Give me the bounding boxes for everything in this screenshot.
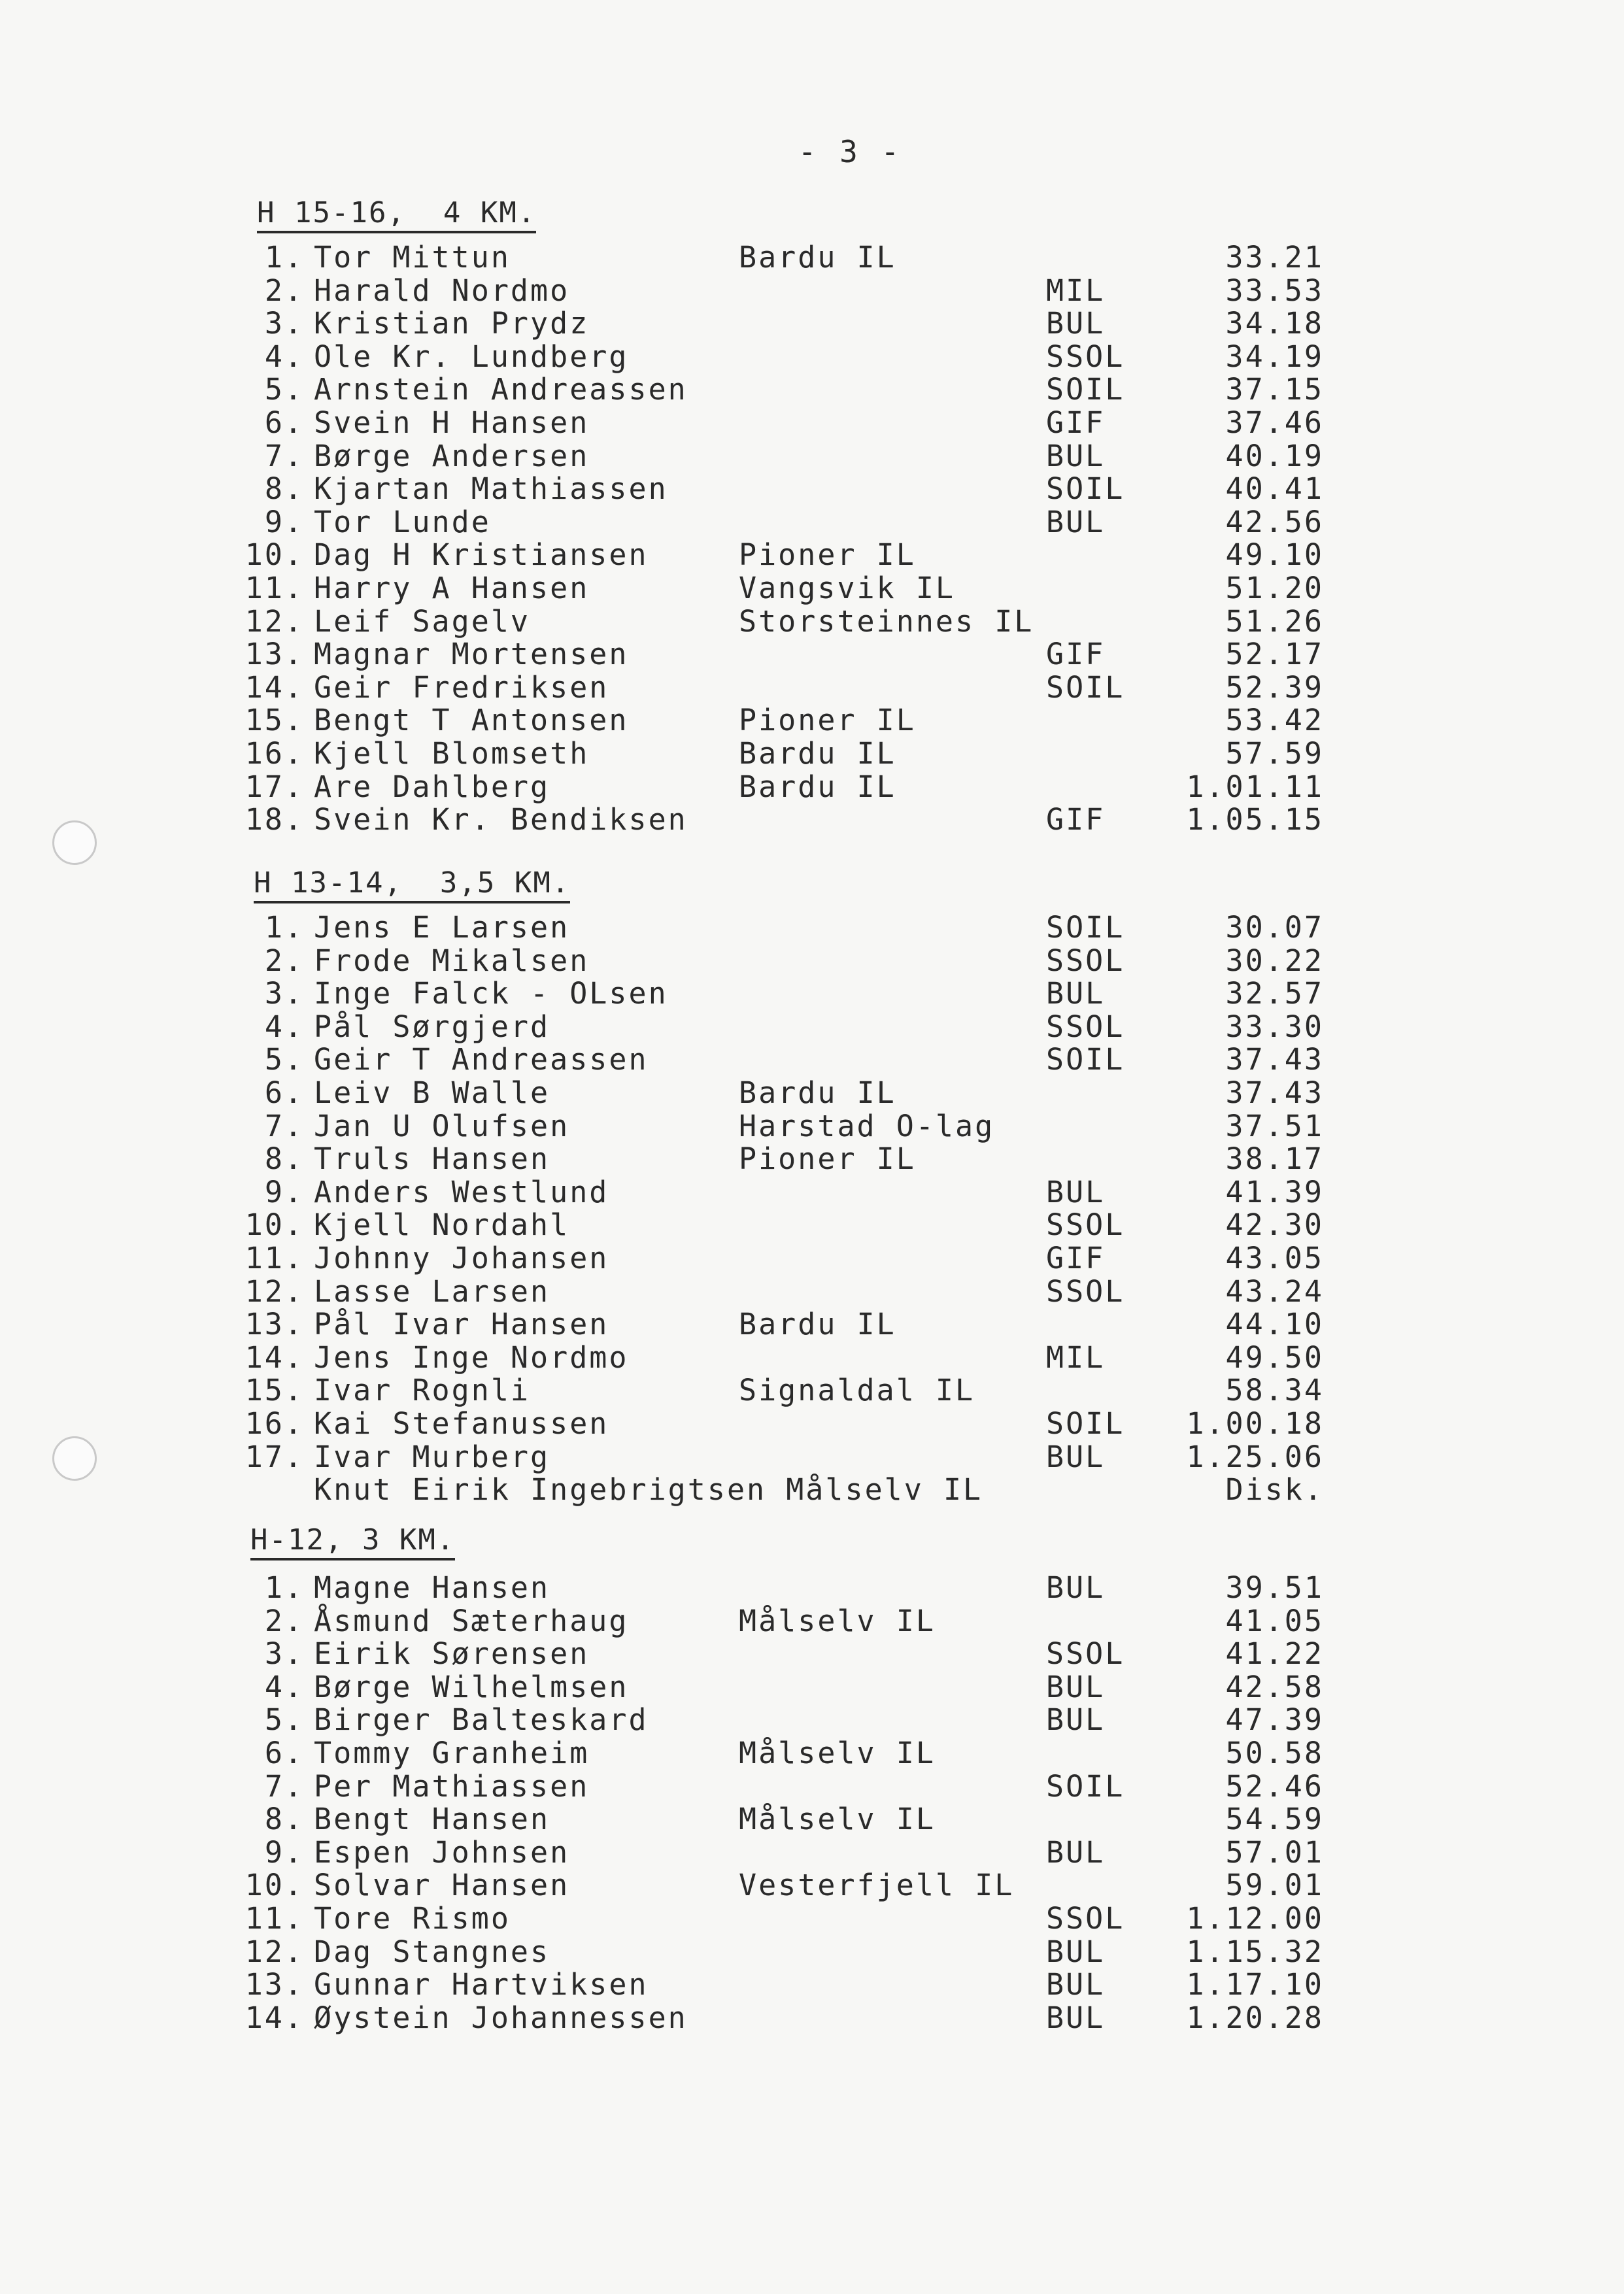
athlete-name: Ivar Murberg: [314, 1439, 550, 1474]
team-code: SOIL: [1046, 1406, 1125, 1441]
team-code: SOIL: [1046, 1042, 1125, 1077]
finish-time: 52.39: [1225, 669, 1324, 705]
team-code: GIF: [1046, 405, 1106, 440]
result-row: [0, 307, 1624, 340]
result-row: [0, 911, 1624, 944]
result-row: [0, 671, 1624, 704]
finish-time: 52.46: [1225, 1768, 1324, 1804]
athlete-name: Kai Stefanussen: [314, 1406, 609, 1441]
result-row: [0, 737, 1624, 770]
result-row: [0, 1374, 1624, 1407]
team-code: GIF: [1046, 1241, 1106, 1275]
place-number: 9.: [264, 1834, 304, 1870]
finish-time: 54.59: [1225, 1802, 1324, 1837]
team-code: SSOL: [1046, 1274, 1125, 1309]
finish-time: 41.05: [1225, 1603, 1324, 1638]
team-code: BUL: [1046, 2000, 1106, 2035]
finish-time: 1.05.15: [1186, 802, 1324, 837]
place-number: 1.: [264, 240, 304, 275]
finish-time: 30.07: [1225, 910, 1324, 945]
finish-time: 49.50: [1225, 1340, 1324, 1375]
athlete-name: Birger Balteskard: [314, 1702, 649, 1738]
place-number: 8.: [264, 1802, 304, 1837]
team-code: SOIL: [1046, 1768, 1125, 1804]
athlete-name: Leif Sagelv: [314, 603, 531, 639]
result-row: [0, 1407, 1624, 1440]
place-number: 11.: [245, 1901, 304, 1936]
club-name: Bardu IL: [739, 240, 896, 275]
result-row: [0, 944, 1624, 977]
result-row: [0, 1307, 1624, 1341]
place-number: 15.: [245, 703, 304, 738]
team-code: BUL: [1046, 1967, 1106, 2002]
club-name: Pioner IL: [739, 703, 916, 738]
athlete-name: Kjell Blomseth: [314, 736, 590, 771]
athlete-name: Jens Inge Nordmo: [314, 1340, 629, 1375]
team-code: GIF: [1046, 637, 1106, 672]
place-number: 3.: [264, 976, 304, 1011]
finish-time: 57.01: [1225, 1834, 1324, 1870]
finish-time: 44.10: [1225, 1307, 1324, 1342]
finish-time: 40.41: [1225, 471, 1324, 507]
place-number: 2.: [264, 273, 304, 308]
athlete-name: Bengt T Antonsen: [314, 703, 629, 738]
result-row: [0, 241, 1624, 274]
team-code: MIL: [1046, 1340, 1106, 1375]
finish-time: 39.51: [1225, 1570, 1324, 1605]
finish-time: 1.17.10: [1186, 1967, 1324, 2002]
finish-time: 32.57: [1225, 976, 1324, 1011]
result-row: [0, 977, 1624, 1010]
club-name: Målselv IL: [739, 1736, 936, 1770]
place-number: 12.: [245, 1934, 304, 1969]
athlete-name: Per Mathiassen: [314, 1768, 590, 1804]
finish-time: 51.20: [1225, 571, 1324, 605]
result-row: [0, 340, 1624, 373]
finish-time: 1.15.32: [1186, 1934, 1324, 1969]
athlete-name: Dag H Kristiansen: [314, 537, 649, 573]
team-code: SSOL: [1046, 339, 1125, 374]
result-row: [0, 1836, 1624, 1869]
result-row: [0, 571, 1624, 605]
team-code: BUL: [1046, 1439, 1106, 1474]
finish-time: 33.53: [1225, 273, 1324, 308]
team-code: BUL: [1046, 1702, 1106, 1738]
club-name: Pioner IL: [739, 1141, 916, 1177]
athlete-name: Lasse Larsen: [314, 1274, 550, 1309]
athlete-name: Svein H Hansen: [314, 405, 590, 440]
athlete-name: Inge Falck - OLsen: [314, 976, 668, 1011]
finish-time: 49.10: [1225, 537, 1324, 573]
finish-time: 43.24: [1225, 1274, 1324, 1309]
result-row: [0, 1935, 1624, 1968]
finish-time: Disk.: [1225, 1472, 1324, 1508]
section-heading: H-12, 3 KM.: [250, 1523, 455, 1560]
result-row: [0, 1275, 1624, 1308]
finish-time: 51.26: [1225, 603, 1324, 639]
result-row: [0, 605, 1624, 638]
club-name: Pioner IL: [739, 537, 916, 573]
team-code: SSOL: [1046, 1636, 1125, 1672]
finish-time: 42.56: [1225, 504, 1324, 539]
finish-time: 40.19: [1225, 438, 1324, 473]
result-row: [0, 1770, 1624, 1803]
athlete-name: Øystein Johannessen: [314, 2000, 688, 2035]
club-name: Bardu IL: [739, 1307, 896, 1342]
athlete-name: Kristian Prydz: [314, 306, 590, 341]
team-code: BUL: [1046, 438, 1106, 473]
place-number: 10.: [245, 1868, 304, 1903]
result-row: [0, 1142, 1624, 1175]
result-row: [0, 1010, 1624, 1043]
place-number: 10.: [245, 1207, 304, 1243]
finish-time: 59.01: [1225, 1868, 1324, 1903]
place-number: 16.: [245, 1406, 304, 1441]
result-row: [0, 1341, 1624, 1374]
finish-time: 37.43: [1225, 1075, 1324, 1110]
finish-time: 41.39: [1225, 1174, 1324, 1209]
athlete-name: Harry A Hansen: [314, 571, 590, 605]
place-number: 3.: [264, 306, 304, 341]
result-row: [0, 1440, 1624, 1474]
finish-time: 53.42: [1225, 703, 1324, 738]
place-number: 12.: [245, 603, 304, 639]
team-code: SOIL: [1046, 372, 1125, 407]
result-row: [0, 803, 1624, 836]
athlete-name: Espen Johnsen: [314, 1834, 570, 1870]
club-name: Målselv IL: [739, 1802, 936, 1837]
finish-time: 37.46: [1225, 405, 1324, 440]
team-code: BUL: [1046, 1570, 1106, 1605]
place-number: 3.: [264, 1636, 304, 1672]
team-code: MIL: [1046, 273, 1106, 308]
athlete-name: Geir T Andreassen: [314, 1042, 649, 1077]
athlete-name: Anders Westlund: [314, 1174, 609, 1209]
result-row: [0, 1968, 1624, 2001]
page-number: - 3 -: [798, 134, 902, 169]
finish-time: 42.30: [1225, 1207, 1324, 1243]
athlete-name: Knut Eirik Ingebrigtsen Målselv IL: [314, 1472, 983, 1508]
result-row: [0, 1043, 1624, 1076]
team-code: BUL: [1046, 1669, 1106, 1704]
finish-time: 37.43: [1225, 1042, 1324, 1077]
athlete-name: Arnstein Andreassen: [314, 372, 688, 407]
athlete-name: Johnny Johansen: [314, 1241, 609, 1275]
place-number: 17.: [245, 1439, 304, 1474]
section-heading: H 15-16, 4 KM.: [257, 196, 536, 233]
place-number: 13.: [245, 1967, 304, 2002]
place-number: 9.: [264, 1174, 304, 1209]
athlete-name: Magnar Mortensen: [314, 637, 629, 672]
result-row: [0, 1473, 1624, 1506]
club-name: Signaldal IL: [739, 1373, 975, 1408]
athlete-name: Pål Ivar Hansen: [314, 1307, 609, 1342]
place-number: 5.: [264, 1702, 304, 1738]
finish-time: 1.12.00: [1186, 1901, 1324, 1936]
place-number: 1.: [264, 1570, 304, 1605]
team-code: GIF: [1046, 802, 1106, 837]
result-row: [0, 1109, 1624, 1143]
finish-time: 58.34: [1225, 1373, 1324, 1408]
result-row: [0, 637, 1624, 671]
place-number: 14.: [245, 2000, 304, 2035]
club-name: Storsteinnes IL: [739, 603, 1034, 639]
finish-time: 41.22: [1225, 1636, 1324, 1672]
athlete-name: Pål Sørgjerd: [314, 1009, 550, 1044]
athlete-name: Solvar Hansen: [314, 1868, 570, 1903]
place-number: 8.: [264, 1141, 304, 1177]
club-name: Harstad O-lag: [739, 1108, 995, 1143]
team-code: SSOL: [1046, 1207, 1125, 1243]
place-number: 4.: [264, 1009, 304, 1044]
result-row: [0, 1902, 1624, 1935]
finish-time: 52.17: [1225, 637, 1324, 672]
finish-time: 1.25.06: [1186, 1439, 1324, 1474]
athlete-name: Kjartan Mathiassen: [314, 471, 668, 507]
place-number: 14.: [245, 669, 304, 705]
finish-time: 33.30: [1225, 1009, 1324, 1044]
place-number: 10.: [245, 537, 304, 573]
finish-time: 47.39: [1225, 1702, 1324, 1738]
team-code: BUL: [1046, 976, 1106, 1011]
result-row: [0, 1604, 1624, 1638]
result-row: [0, 1076, 1624, 1109]
team-code: BUL: [1046, 1174, 1106, 1209]
team-code: BUL: [1046, 504, 1106, 539]
athlete-name: Dag Stangnes: [314, 1934, 550, 1969]
result-row: [0, 439, 1624, 473]
team-code: BUL: [1046, 1834, 1106, 1870]
club-name: Bardu IL: [739, 769, 896, 804]
result-row: [0, 703, 1624, 737]
place-number: 7.: [264, 438, 304, 473]
athlete-name: Magne Hansen: [314, 1570, 550, 1605]
finish-time: 42.58: [1225, 1669, 1324, 1704]
athlete-name: Frode Mikalsen: [314, 943, 590, 978]
finish-time: 37.15: [1225, 372, 1324, 407]
athlete-name: Gunnar Hartviksen: [314, 1967, 649, 2002]
result-row: [0, 1703, 1624, 1736]
place-number: 11.: [245, 571, 304, 605]
finish-time: 38.17: [1225, 1141, 1324, 1177]
club-name: Vangsvik IL: [739, 571, 956, 605]
team-code: SOIL: [1046, 669, 1125, 705]
result-row: [0, 1868, 1624, 1902]
place-number: 8.: [264, 471, 304, 507]
place-number: 13.: [245, 637, 304, 672]
result-row: [0, 373, 1624, 406]
athlete-name: Tor Mittun: [314, 240, 511, 275]
team-code: SSOL: [1046, 1009, 1125, 1044]
athlete-name: Åsmund Sæterhaug: [314, 1603, 629, 1638]
athlete-name: Are Dahlberg: [314, 769, 550, 804]
finish-time: 34.19: [1225, 339, 1324, 374]
club-name: Målselv IL: [739, 1603, 936, 1638]
finish-time: 34.18: [1225, 306, 1324, 341]
athlete-name: Jan U Olufsen: [314, 1108, 570, 1143]
athlete-name: Kjell Nordahl: [314, 1207, 570, 1243]
finish-time: 37.51: [1225, 1108, 1324, 1143]
result-row: [0, 538, 1624, 571]
result-row: [0, 1241, 1624, 1275]
result-row: [0, 1736, 1624, 1770]
place-number: 2.: [264, 943, 304, 978]
result-row: [0, 1571, 1624, 1604]
result-row: [0, 1637, 1624, 1670]
finish-time: 57.59: [1225, 736, 1324, 771]
place-number: 7.: [264, 1108, 304, 1143]
place-number: 14.: [245, 1340, 304, 1375]
result-row: [0, 505, 1624, 539]
place-number: 18.: [245, 802, 304, 837]
result-row: [0, 406, 1624, 439]
place-number: 12.: [245, 1274, 304, 1309]
finish-time: 30.22: [1225, 943, 1324, 978]
result-row: [0, 472, 1624, 505]
team-code: SSOL: [1046, 943, 1125, 978]
place-number: 6.: [264, 1736, 304, 1770]
team-code: BUL: [1046, 1934, 1106, 1969]
result-row: [0, 2001, 1624, 2034]
finish-time: 33.21: [1225, 240, 1324, 275]
team-code: SOIL: [1046, 910, 1125, 945]
result-row: [0, 1802, 1624, 1836]
place-number: 2.: [264, 1603, 304, 1638]
club-name: Bardu IL: [739, 1075, 896, 1110]
athlete-name: Børge Wilhelmsen: [314, 1669, 629, 1704]
athlete-name: Ivar Rognli: [314, 1373, 531, 1408]
athlete-name: Truls Hansen: [314, 1141, 550, 1177]
place-number: 9.: [264, 504, 304, 539]
finish-time: 1.20.28: [1186, 2000, 1324, 2035]
athlete-name: Ole Kr. Lundberg: [314, 339, 629, 374]
place-number: 11.: [245, 1241, 304, 1275]
place-number: 5.: [264, 372, 304, 407]
result-row: [0, 1208, 1624, 1241]
place-number: 7.: [264, 1768, 304, 1804]
team-code: BUL: [1046, 306, 1106, 341]
athlete-name: Svein Kr. Bendiksen: [314, 802, 688, 837]
club-name: Vesterfjell IL: [739, 1868, 1015, 1903]
finish-time: 50.58: [1225, 1736, 1324, 1770]
place-number: 5.: [264, 1042, 304, 1077]
athlete-name: Geir Fredriksen: [314, 669, 609, 705]
team-code: SOIL: [1046, 471, 1125, 507]
club-name: Bardu IL: [739, 736, 896, 771]
place-number: 4.: [264, 1669, 304, 1704]
athlete-name: Tore Rismo: [314, 1901, 511, 1936]
finish-time: 1.00.18: [1186, 1406, 1324, 1441]
place-number: 13.: [245, 1307, 304, 1342]
section-heading: H 13-14, 3,5 KM.: [254, 866, 570, 903]
place-number: 4.: [264, 339, 304, 374]
finish-time: 43.05: [1225, 1241, 1324, 1275]
result-row: [0, 770, 1624, 803]
athlete-name: Leiv B Walle: [314, 1075, 550, 1110]
place-number: 15.: [245, 1373, 304, 1408]
athlete-name: Tommy Granheim: [314, 1736, 590, 1770]
team-code: SSOL: [1046, 1901, 1125, 1936]
athlete-name: Bengt Hansen: [314, 1802, 550, 1837]
athlete-name: Børge Andersen: [314, 438, 590, 473]
place-number: 16.: [245, 736, 304, 771]
place-number: 17.: [245, 769, 304, 804]
place-number: 6.: [264, 1075, 304, 1110]
result-row: [0, 1670, 1624, 1704]
place-number: 1.: [264, 910, 304, 945]
place-number: 6.: [264, 405, 304, 440]
athlete-name: Jens E Larsen: [314, 910, 570, 945]
athlete-name: Eirik Sørensen: [314, 1636, 590, 1672]
result-row: [0, 1175, 1624, 1209]
athlete-name: Harald Nordmo: [314, 273, 570, 308]
finish-time: 1.01.11: [1186, 769, 1324, 804]
result-row: [0, 274, 1624, 307]
athlete-name: Tor Lunde: [314, 504, 491, 539]
